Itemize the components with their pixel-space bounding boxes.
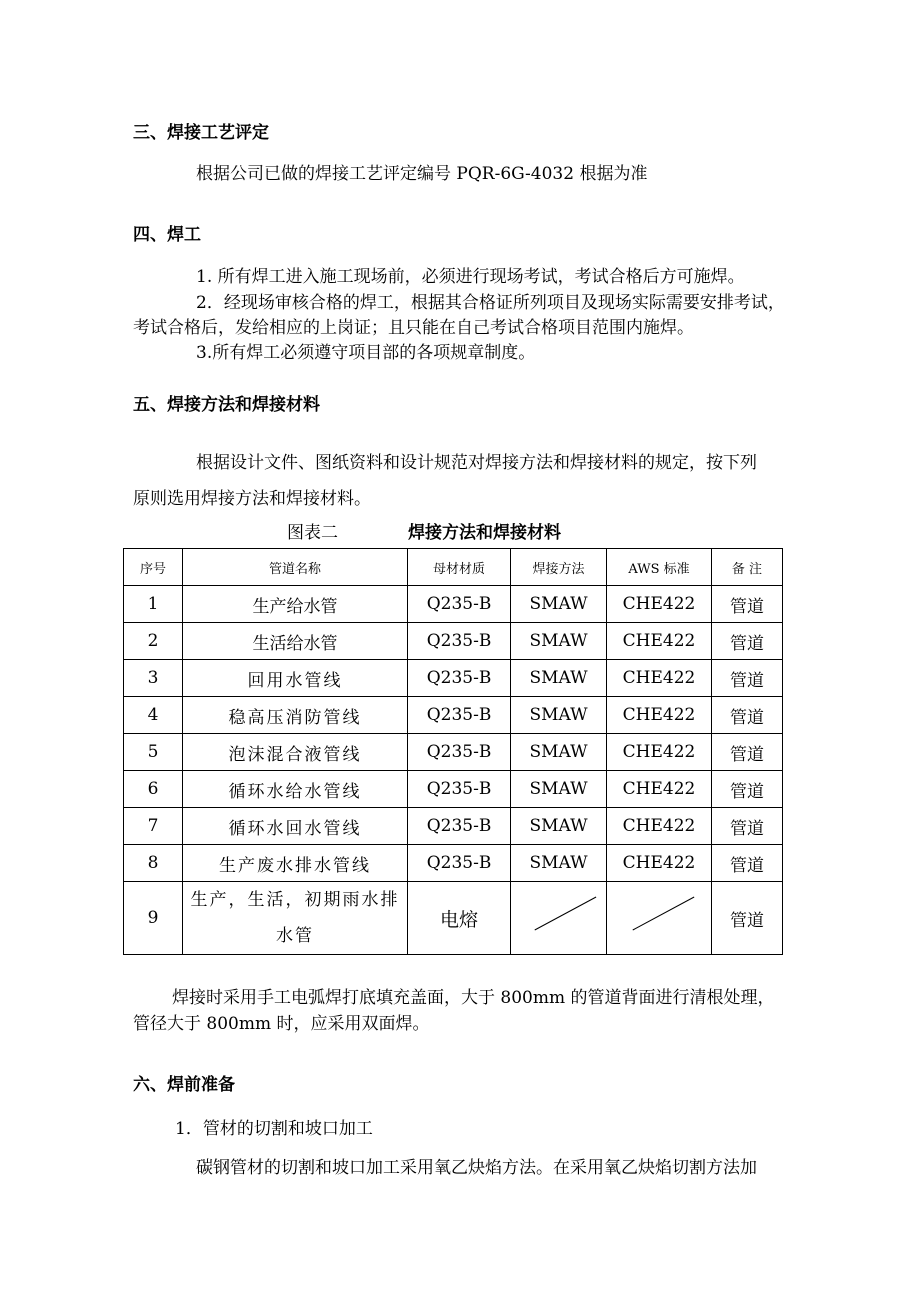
cell-remark: 管道: [712, 623, 783, 660]
table-header-row: [124, 549, 783, 586]
cell-material: Q235-B: [408, 771, 511, 808]
cell-no: 6: [124, 771, 183, 808]
cell-aws: CHE422: [607, 623, 712, 660]
cell-remark: 管道: [712, 882, 783, 955]
cell-method: SMAW: [511, 697, 607, 734]
cell-method: SMAW: [511, 660, 607, 697]
cell-remark: 管道: [712, 845, 783, 882]
header-aws: AWS 标准: [607, 549, 712, 586]
section-3-text: 根据公司已做的焊接工艺评定编号 PQR-6G-4032 根据为准: [196, 164, 648, 184]
cell-aws: CHE422: [607, 734, 712, 771]
cell-material: Q235-B: [408, 845, 511, 882]
table-caption-label: 图表二: [287, 523, 338, 543]
cell-method-slash: [511, 882, 607, 955]
section-5-title: 五、焊接方法和焊接材料: [133, 395, 320, 415]
table-row: [124, 697, 783, 734]
header-no: 序号: [124, 549, 183, 586]
cell-name: 回用水管线: [183, 660, 408, 697]
section-5-text-line-2: 原则选用焊接方法和焊接材料。: [133, 489, 371, 509]
cell-aws: CHE422: [607, 808, 712, 845]
cell-material: Q235-B: [408, 734, 511, 771]
cell-remark: 管道: [712, 734, 783, 771]
section-4-item-2-line-2: 考试合格后，发给相应的上岗证；且只能在自己考试合格项目范围内施焊。: [133, 318, 694, 338]
cell-method: SMAW: [511, 734, 607, 771]
cell-remark: 管道: [712, 771, 783, 808]
table-row: [124, 623, 783, 660]
cell-material: Q235-B: [408, 623, 511, 660]
cell-name: 生活给水管: [183, 623, 408, 660]
cell-remark: 管道: [712, 808, 783, 845]
section-4-item-3: 3.所有焊工必须遵守项目部的各项规章制度。: [196, 343, 536, 363]
cell-material: Q235-B: [408, 586, 511, 623]
diagonal-slash-icon: [607, 882, 711, 954]
cell-aws-slash: [607, 882, 712, 955]
table-row: [124, 845, 783, 882]
cell-method: SMAW: [511, 808, 607, 845]
section-4-item-2-line-1: 2．经现场审核合格的焊工，根据其合格证所列项目及现场实际需要安排考试，: [196, 293, 785, 313]
cell-aws: CHE422: [607, 845, 712, 882]
cell-remark: 管道: [712, 697, 783, 734]
cell-name: 生产，生活，初期雨水排水管: [183, 882, 408, 955]
table-row: [124, 808, 783, 845]
cell-material: Q235-B: [408, 697, 511, 734]
table-row: [124, 660, 783, 697]
cell-method: SMAW: [511, 845, 607, 882]
cell-method: SMAW: [511, 623, 607, 660]
cell-aws: CHE422: [607, 586, 712, 623]
table-row: [124, 771, 783, 808]
cell-no: 7: [124, 808, 183, 845]
section-6-title: 六、焊前准备: [133, 1075, 235, 1095]
section-5-after-line-2: 管径大于 800mm 时，应采用双面焊。: [133, 1014, 430, 1034]
section-3-title: 三、焊接工艺评定: [133, 123, 269, 143]
cell-no: 5: [124, 734, 183, 771]
section-6-text: 碳钢管材的切割和坡口加工采用氧乙炔焰方法。在采用氧乙炔焰切割方法加: [196, 1158, 757, 1178]
cell-no: 9: [124, 882, 183, 955]
table-row: [124, 734, 783, 771]
cell-material: Q235-B: [408, 808, 511, 845]
section-4-item-1: 1. 所有焊工进入施工现场前，必须进行现场考试，考试合格后方可施焊。: [196, 267, 745, 287]
cell-material: Q235-B: [408, 660, 511, 697]
cell-name: 稳高压消防管线: [183, 697, 408, 734]
section-4-title: 四、焊工: [133, 225, 201, 245]
cell-name: 循环水回水管线: [183, 808, 408, 845]
cell-name: 生产废水排水管线: [183, 845, 408, 882]
section-5-after-line-1: 焊接时采用手工电弧焊打底填充盖面，大于 800mm 的管道背面进行清根处理，: [172, 988, 775, 1008]
table-row: [124, 586, 783, 623]
cell-name: 循环水给水管线: [183, 771, 408, 808]
cell-aws: CHE422: [607, 771, 712, 808]
cell-method: SMAW: [511, 771, 607, 808]
header-method: 焊接方法: [511, 549, 607, 586]
cell-remark: 管道: [712, 660, 783, 697]
section-5-text-line-1: 根据设计文件、图纸资料和设计规范对焊接方法和焊接材料的规定，按下列: [196, 453, 757, 473]
cell-name: 泡沫混合液管线: [183, 734, 408, 771]
cell-no: 1: [124, 586, 183, 623]
welding-materials-table: [123, 548, 783, 955]
cell-no: 2: [124, 623, 183, 660]
header-material: 母材材质: [408, 549, 511, 586]
cell-no: 8: [124, 845, 183, 882]
header-remark: 备 注: [712, 549, 783, 586]
cell-name: 生产给水管: [183, 586, 408, 623]
cell-method: SMAW: [511, 586, 607, 623]
section-6-subheading-1: 1．管材的切割和坡口加工: [175, 1119, 373, 1139]
cell-no: 4: [124, 697, 183, 734]
table-row: [124, 882, 783, 955]
cell-no: 3: [124, 660, 183, 697]
table-caption-title: 焊接方法和焊接材料: [408, 523, 561, 543]
cell-remark: 管道: [712, 586, 783, 623]
cell-aws: CHE422: [607, 697, 712, 734]
cell-material: 电熔: [408, 882, 511, 955]
diagonal-slash-icon: [511, 882, 606, 954]
header-name: 管道名称: [183, 549, 408, 586]
cell-aws: CHE422: [607, 660, 712, 697]
